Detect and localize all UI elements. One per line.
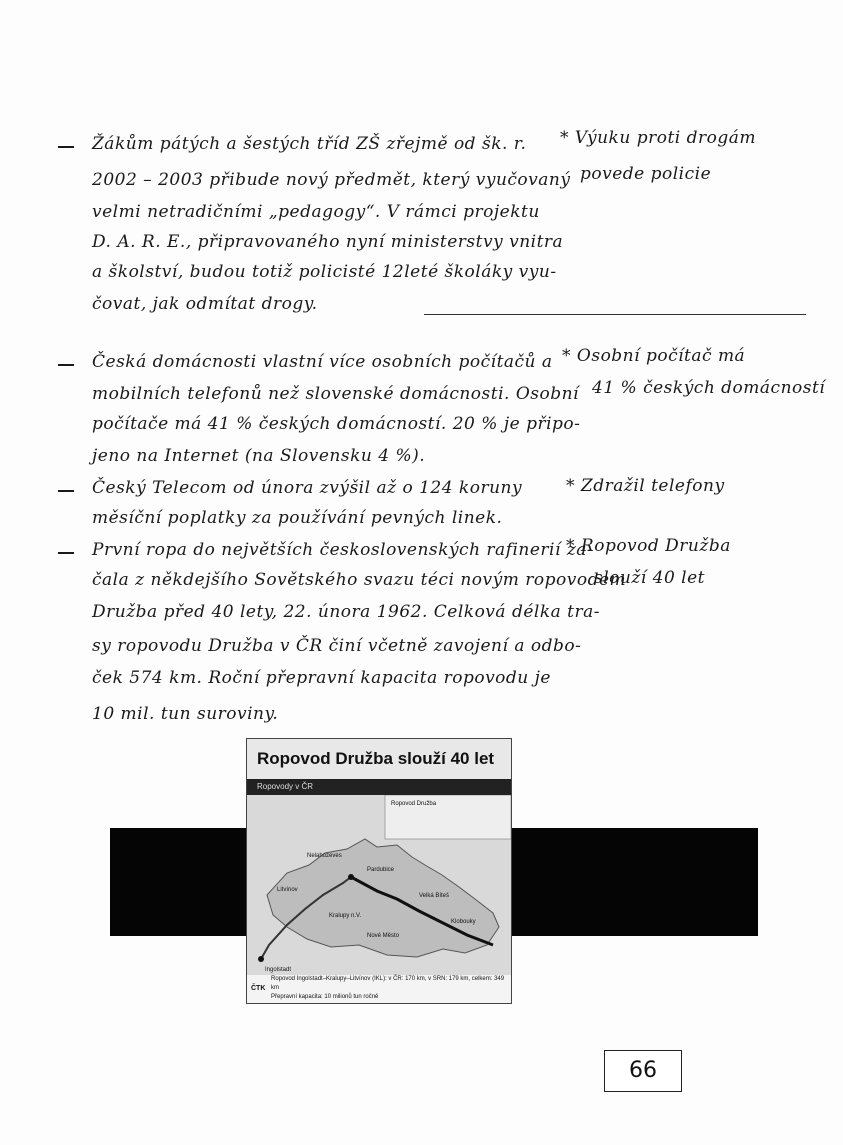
paragraph-4-line-1: První ropa do největších československých rafinerií za- xyxy=(92,540,594,560)
paragraph-4-line-3: Družba před 40 lety, 22. února 1962. Celková délka tra- xyxy=(92,602,601,622)
paragraph-1-line-3: velmi netradičními „pedagogy“. V rámci projektu xyxy=(92,202,540,222)
margin-note-1: * Výuku proti drogám xyxy=(560,128,756,148)
clipping-caption xyxy=(247,975,511,1003)
newspaper-clipping xyxy=(246,738,512,1004)
margin-note-4: * Ropovod Družba xyxy=(566,536,731,556)
margin-note-3: * Zdražil telefony xyxy=(566,476,725,496)
map-label-druzba: Ropovod Družba xyxy=(391,801,437,807)
page-number: 66 xyxy=(629,1058,657,1083)
margin-note-4b: slouží 40 let xyxy=(594,568,706,588)
separator-rule xyxy=(424,314,806,315)
paragraph-4-line-2: čala z někdejšího Sovětského svazu téci novým ropovodem xyxy=(92,570,627,590)
clipping-source: ČTK xyxy=(251,985,266,992)
paragraph-4-line-6: 10 mil. tun suroviny. xyxy=(92,704,279,724)
paragraph-dash xyxy=(58,364,74,366)
paragraph-1-line-6: čovat, jak odmítat drogy. xyxy=(92,294,318,314)
map-label-litvinov: Litvínov xyxy=(277,887,298,893)
map-label-velka-bites: Velká Bíteš xyxy=(419,893,450,899)
paragraph-2-line-3: počítače má 41 % českých domácností. 20 % je připo- xyxy=(92,414,581,434)
paragraph-2-line-2: mobilních telefonů než slovenské domácnosti. Osobní xyxy=(92,384,579,404)
paragraph-3-line-2: měsíční poplatky za používání pevných linek. xyxy=(92,508,503,528)
page-number-box xyxy=(604,1050,682,1092)
clipping-title: Ropovod Družba slouží 40 let xyxy=(247,739,511,779)
map-label-nove-mesto: Nové Město xyxy=(367,933,400,939)
margin-note-2b: 41 % českých domácností xyxy=(592,378,826,398)
paragraph-1-line-5: a školství, budou totiž policisté 12leté školáky vyu- xyxy=(92,262,557,282)
paragraph-dash xyxy=(58,490,74,492)
paragraph-dash xyxy=(58,552,74,554)
map-label-pardubice: Pardubice xyxy=(367,867,395,873)
paragraph-3-line-1: Český Telecom od února zvýšil až o 124 koruny xyxy=(92,478,523,498)
clipping-caption-line-2: Přepravní kapacita: 10 milionů tun ročně xyxy=(271,994,379,1000)
paragraph-4-line-4: sy ropovodu Družba v ČR činí včetně zavojení a odbo- xyxy=(92,636,582,656)
paragraph-2-line-1: Česká domácnosti vlastní více osobních počítačů a xyxy=(92,352,553,372)
map-label-ingolstadt: Ingolstadt xyxy=(265,967,292,973)
clipping-subtitle: Ropovody v ČR xyxy=(247,779,511,795)
map-label-klobouky: Klobouky xyxy=(451,919,476,925)
margin-note-2: * Osobní počítač má xyxy=(562,346,746,366)
paragraph-4-line-5: ček 574 km. Roční přepravní kapacita ropovodu je xyxy=(92,668,551,688)
paragraph-2-line-4: jeno na Internet (na Slovensku 4 %). xyxy=(92,446,426,466)
map-label-nelahozeves: Nelahozeves xyxy=(307,853,342,859)
map-label-kralupy: Kralupy n.V. xyxy=(329,913,362,919)
paragraph-1-line-4: D. A. R. E., připravovaného nyní ministerstvy vnitra xyxy=(92,232,564,252)
paragraph-1-line-1: Žákům pátých a šestých tříd ZŠ zřejmě od šk. r. xyxy=(92,134,527,154)
paragraph-dash xyxy=(58,146,74,148)
clipping-caption-line-1: Ropovod Ingolstadt–Kralupy–Litvínov (IKL): v ČR: 170 km, v SRN: 179 km, celkem: 349 km xyxy=(271,976,505,991)
margin-note-1b: povede policie xyxy=(580,164,712,184)
paragraph-1-line-2: 2002 – 2003 přibude nový předmět, který vyučovaný xyxy=(92,170,571,190)
pipeline-map xyxy=(247,795,511,975)
